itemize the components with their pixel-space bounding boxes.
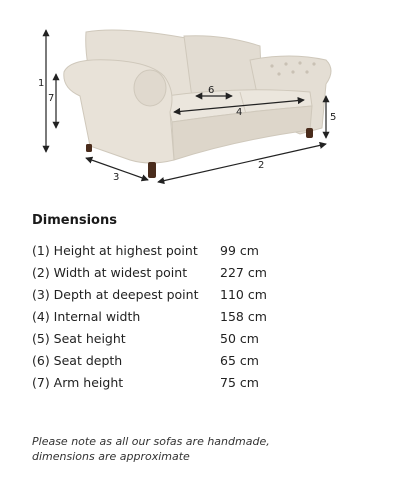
- note-line-2: dimensions are approximate: [32, 450, 190, 463]
- dimension-value: 75 cm: [220, 375, 259, 390]
- dimension-row: [32, 284, 372, 306]
- dimension-row: [32, 306, 372, 328]
- callout-3: 3: [113, 172, 120, 183]
- dimension-value: 99 cm: [220, 243, 259, 258]
- dimension-label: (1) Height at highest point: [32, 243, 198, 258]
- dimension-value: 50 cm: [220, 331, 259, 346]
- callout-2: 2: [258, 160, 265, 171]
- dimension-row: [32, 372, 372, 394]
- sofa-leg: [86, 144, 92, 152]
- dimension-row: [32, 350, 372, 372]
- sofa-dimension-diagram: [0, 0, 400, 200]
- dimension-label: (4) Internal width: [32, 309, 141, 324]
- dimension-value: 227 cm: [220, 265, 267, 280]
- dimension-label: (6) Seat depth: [32, 353, 123, 368]
- dimension-row: [32, 240, 372, 262]
- sofa-illustration: [64, 30, 331, 178]
- dimension-value: 158 cm: [220, 309, 267, 324]
- dimension-value: 65 cm: [220, 353, 259, 368]
- dimension-row: [32, 328, 372, 350]
- dimensions-title: Dimensions: [32, 213, 117, 228]
- note-line-1: Please note as all our sofas are handmade,: [32, 435, 270, 448]
- dimension-label: (7) Arm height: [32, 375, 124, 390]
- callout-4: 4: [236, 107, 243, 118]
- dimension-value: 110 cm: [220, 287, 267, 302]
- callout-6: 6: [208, 85, 215, 96]
- sofa-leg: [306, 128, 313, 138]
- dimension-label: (2) Width at widest point: [32, 265, 188, 280]
- dimension-row: [32, 262, 372, 284]
- sofa-leg: [148, 162, 156, 178]
- callout-7: 7: [48, 93, 55, 104]
- dimensions-list: [32, 240, 372, 394]
- callout-5: 5: [330, 112, 337, 123]
- callout-1: 1: [38, 78, 45, 89]
- dimension-label: (3) Depth at deepest point: [32, 287, 199, 302]
- back-cushion-right: [184, 36, 262, 98]
- dimension-label: (5) Seat height: [32, 331, 126, 346]
- handmade-note: [32, 434, 372, 464]
